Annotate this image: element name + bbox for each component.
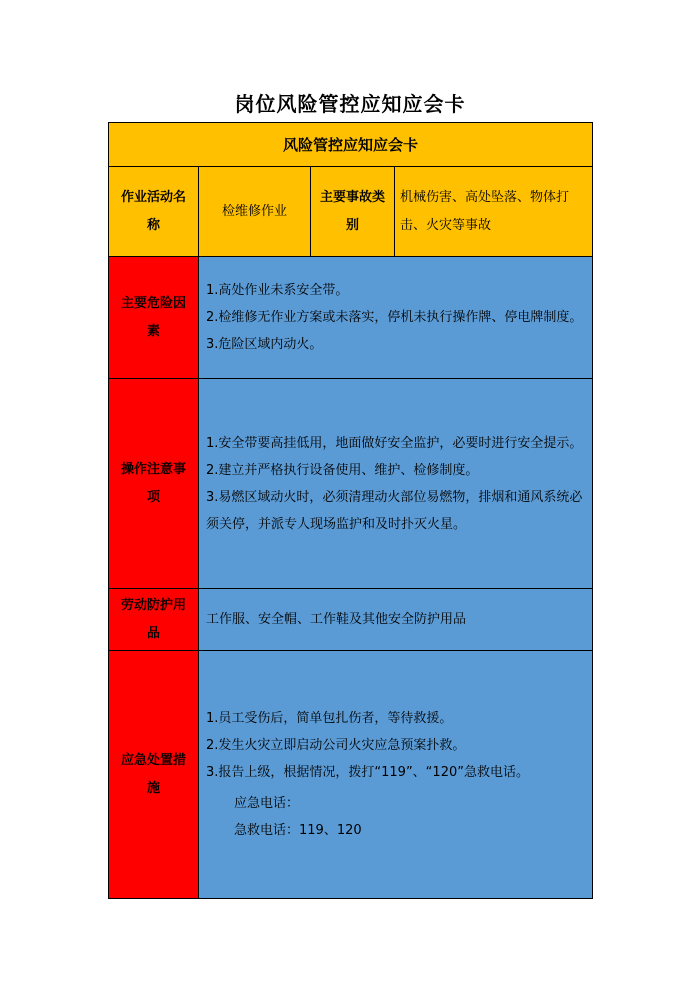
section-label — [109, 651, 199, 898]
list-item: 1.高处作业未系安全带。 — [206, 283, 349, 298]
page-title: 岗位风险管控应知应会卡 — [234, 92, 466, 116]
list-item: 1.员工受伤后，简单包扎伤者，等待救援。 — [206, 711, 453, 726]
section-content — [199, 379, 592, 588]
section-content — [199, 257, 592, 378]
section-hazards — [109, 257, 592, 379]
list-item: 1.安全带要高挂低用，地面做好安全监护，必要时进行安全提示。 — [206, 435, 583, 451]
emergency-phone-label: 应急电话： — [234, 796, 300, 811]
list-item: 3.易燃区域动火时，必须清理动火部位易燃物，排烟和通风系统必须关停，并派专人现场监护和及时扑灭火星。 — [206, 489, 583, 532]
section-label — [109, 257, 199, 378]
card-header: 风险管控应知应会卡 — [109, 123, 592, 167]
accident-value-text: 机械伤害、高处坠落、物体打击、火灾等事故 — [400, 189, 570, 233]
list-item: 2.建立并严格执行设备使用、维护、检修制度。 — [206, 462, 479, 478]
activity-label-text: 作业活动名称 — [121, 189, 187, 233]
risk-card — [108, 122, 593, 899]
activity-value-text: 检维修作业 — [221, 203, 287, 219]
accident-value — [395, 167, 592, 256]
section-precautions — [109, 379, 592, 589]
activity-info-row — [109, 167, 592, 257]
accident-label-text: 主要事故类别 — [319, 189, 385, 233]
section-emergency — [109, 651, 592, 898]
section-content — [199, 589, 592, 650]
list-item: 2.发生火灾立即启动公司火灾应急预案扑救。 — [206, 738, 466, 753]
section-label — [109, 589, 199, 650]
section-label-text: 操作注意事项 — [121, 461, 187, 505]
section-ppe — [109, 589, 592, 651]
section-label-text: 应急处置措施 — [121, 752, 187, 796]
list-item: 工作服、安全帽、工作鞋及其他安全防护用品 — [206, 612, 467, 627]
list-item: 3.报告上级，根据情况，拨打“119”、“120”急救电话。 — [206, 765, 529, 780]
activity-label — [109, 167, 199, 256]
section-content — [199, 651, 592, 898]
ambulance-phone: 急救电话：119、120 — [234, 823, 362, 838]
list-item: 2.检维修无作业方案或未落实，停机未执行操作牌、停电牌制度。 — [206, 310, 583, 325]
section-label — [109, 379, 199, 588]
accident-label — [311, 167, 395, 256]
section-label-text: 主要危险因素 — [121, 295, 187, 339]
list-item: 3.危险区域内动火。 — [206, 337, 323, 352]
section-label-text: 劳动防护用品 — [121, 597, 187, 641]
activity-value — [199, 167, 311, 256]
